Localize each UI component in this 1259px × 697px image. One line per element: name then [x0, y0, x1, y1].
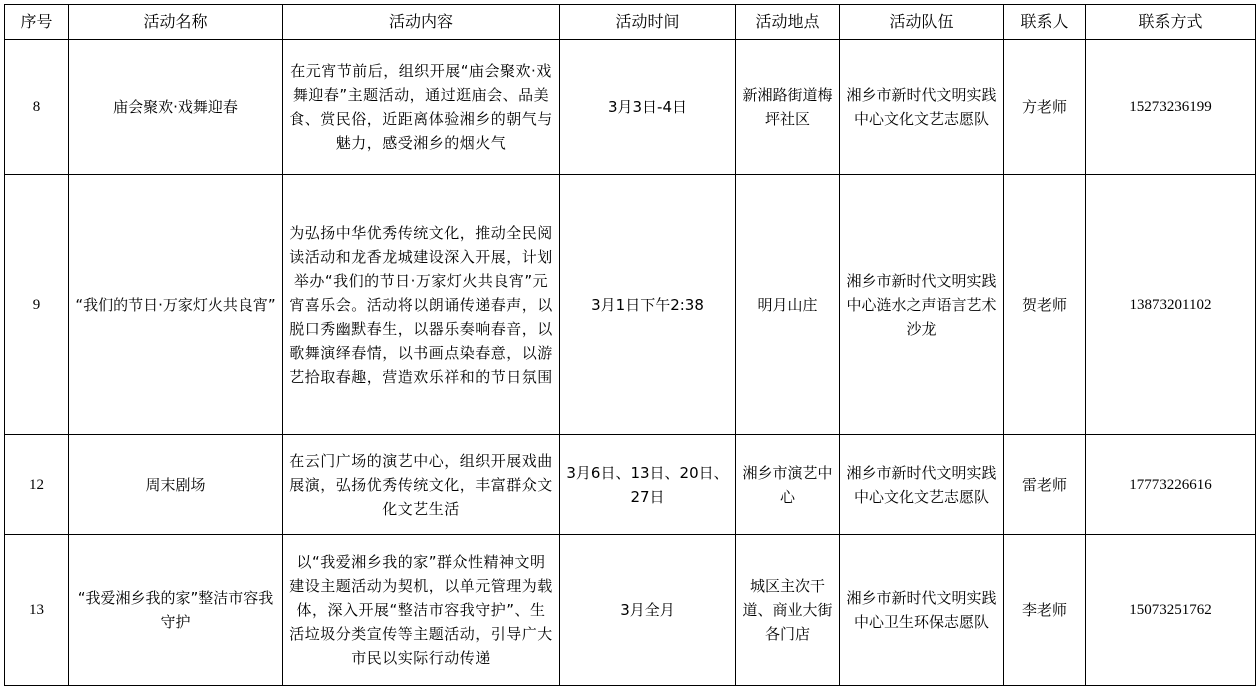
row-phone: 17773226616: [1086, 435, 1256, 535]
header-phone: 联系方式: [1086, 5, 1256, 40]
row-contact: 雷老师: [1004, 435, 1086, 535]
row-content: [283, 535, 560, 686]
row-place: 湘乡市演艺中心: [736, 435, 840, 535]
table-row: [5, 435, 1256, 535]
row-place: 明月山庄: [736, 175, 840, 435]
row-time: 3月6日、13日、20日、27日: [560, 435, 736, 535]
header-contact: 联系人: [1004, 5, 1086, 40]
header-place: 活动地点: [736, 5, 840, 40]
table-row: [5, 535, 1256, 686]
header-no: 序号: [5, 5, 69, 40]
table-row: [5, 175, 1256, 435]
row-time: 3月3日-4日: [560, 40, 736, 175]
header-content: 活动内容: [283, 5, 560, 40]
row-name: “我爱湘乡我的家”整洁市容我守护: [69, 535, 283, 686]
row-no: 13: [5, 535, 69, 686]
table-row: [5, 40, 1256, 175]
row-phone: 15073251762: [1086, 535, 1256, 686]
row-place: 新湘路街道梅坪社区: [736, 40, 840, 175]
header-time: 活动时间: [560, 5, 736, 40]
row-team: 湘乡市新时代文明实践中心文化文艺志愿队: [840, 40, 1004, 175]
row-team: 湘乡市新时代文明实践中心卫生环保志愿队: [840, 535, 1004, 686]
row-time: 3月1日下午2:38: [560, 175, 736, 435]
row-no: 9: [5, 175, 69, 435]
row-content-text: 以“我爱湘乡我的家”群众性精神文明建设主题活动为契机，以单元管理为载体，深入开展“整洁市容我守护”、生活垃圾分类宣传等主题活动，引导广大市民以实际行动传递: [289, 553, 553, 667]
row-team: 湘乡市新时代文明实践中心涟水之声语言艺术沙龙: [840, 175, 1004, 435]
header-row: [5, 5, 1256, 40]
row-content: 在云门广场的演艺中心，组织开展戏曲展演，弘扬优秀传统文化，丰富群众文化文艺生活: [283, 435, 560, 535]
row-time: 3月全月: [560, 535, 736, 686]
row-phone: 15273236199: [1086, 40, 1256, 175]
row-contact: 李老师: [1004, 535, 1086, 686]
header-name: 活动名称: [69, 5, 283, 40]
row-contact: 贺老师: [1004, 175, 1086, 435]
row-team: 湘乡市新时代文明实践中心文化文艺志愿队: [840, 435, 1004, 535]
row-phone: 13873201102: [1086, 175, 1256, 435]
row-name: 周末剧场: [69, 435, 283, 535]
row-content: 在元宵节前后，组织开展“庙会聚欢·戏舞迎春”主题活动，通过逛庙会、品美食、赏民俗，近距离体验湘乡的朝气与魅力，感受湘乡的烟火气: [283, 40, 560, 175]
row-contact: 方老师: [1004, 40, 1086, 175]
header-team: 活动队伍: [840, 5, 1004, 40]
row-no: 8: [5, 40, 69, 175]
row-place: 城区主次干道、商业大街各门店: [736, 535, 840, 686]
row-content: 为弘扬中华优秀传统文化，推动全民阅读活动和龙香龙城建设深入开展，计划举办“我们的节日·万家灯火共良宵”元宵喜乐会。活动将以朗诵传递春声，以脱口秀幽默春生，以器乐奏响春音，以歌舞演绎春情，以书画点染春意，以游艺拾取春趣，营造欢乐祥和的节日氛围: [283, 175, 560, 435]
activity-table: [4, 4, 1256, 686]
row-name: 庙会聚欢·戏舞迎春: [69, 40, 283, 175]
row-name: “我们的节日·万家灯火共良宵”: [69, 175, 283, 435]
row-no: 12: [5, 435, 69, 535]
